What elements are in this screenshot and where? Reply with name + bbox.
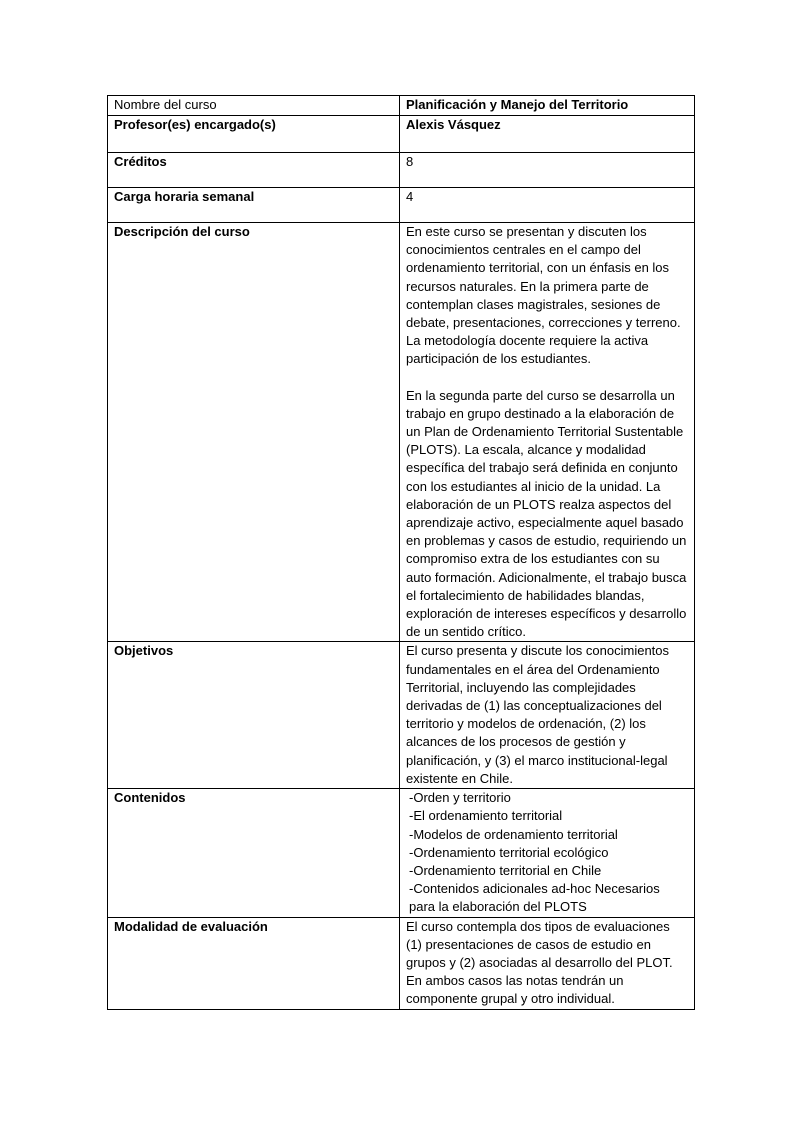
row-contenidos <box>108 789 695 917</box>
row-nombre <box>108 96 695 116</box>
row-carga <box>108 188 695 223</box>
value-objetivos: El curso presenta y discute los conocimientos fundamentales en el área del Ordenamiento Territorial, incluyendo las complejidades derivadas de (1) las conceptualizaciones del territorio y modelos de ordenación, (2) los alcances de los procesos de gestión y planificación, y (3) el marco institucional-legal existente en Chile. <box>400 642 695 789</box>
label-carga: Carga horaria semanal <box>108 188 400 223</box>
row-objetivos <box>108 642 695 789</box>
value-contenidos <box>400 789 695 917</box>
label-objetivos: Objetivos <box>108 642 400 789</box>
list-item: -El ordenamiento territorial <box>409 808 563 824</box>
list-item: -Modelos de ordenamiento territorial <box>409 826 618 842</box>
value-evaluacion: El curso contempla dos tipos de evaluaciones (1) presentaciones de casos de estudio en grupos y (2) asociadas al desarrollo del PLOT. En ambos casos las notas tendrán un componente grupal y otro individual. <box>400 917 695 1009</box>
list-item: -Orden y territorio <box>409 790 511 806</box>
row-evaluacion <box>108 917 695 1009</box>
list-item: -Ordenamiento territorial en Chile <box>409 862 602 878</box>
course-table <box>107 95 695 1010</box>
label-nombre: Nombre del curso <box>108 96 400 116</box>
label-creditos: Créditos <box>108 153 400 188</box>
value-carga: 4 <box>400 188 695 223</box>
row-descripcion <box>108 223 695 642</box>
label-profesor: Profesor(es) encargado(s) <box>108 116 400 153</box>
value-profesor: Alexis Vásquez <box>400 116 695 153</box>
descripcion-paragraph-2: En la segunda parte del curso se desarrolla un trabajo en grupo destinado a la elaboración de un Plan de Ordenamiento Territorial Sustentable (PLOTS). La escala, alcance y modalidad específica del trabajo será definida en conjunto con los estudiantes al inicio de la unidad. La elaboración de un PLOTS realza aspectos del aprendizaje activo, especialmente aquel basado en problemas y casos de estudio, requiriendo un compromiso extra de los estudiantes con su auto formación. Adicionalmente, el trabajo busca el fortalecimiento de habilidades blandas, exploración de intereses específicos y desarrollo de un sentido crítico. <box>406 387 687 640</box>
contenidos-list <box>406 789 688 916</box>
list-item: -Ordenamiento territorial ecológico <box>409 844 609 860</box>
label-evaluacion: Modalidad de evaluación <box>108 917 400 1009</box>
row-creditos <box>108 153 695 188</box>
list-item: -Contenidos adicionales ad-hoc Necesarios para la elaboración del PLOTS <box>409 881 660 915</box>
descripcion-paragraph-1: En este curso se presentan y discuten los conocimientos centrales en el campo del ordenamiento territorial, con un énfasis en los recursos naturales. En la primera parte de contemplan clases magistrales, sesiones de debate, presentaciones, correcciones y terreno. La metodología docente requiere la activa participación de los estudiantes. <box>406 224 681 367</box>
label-contenidos: Contenidos <box>108 789 400 917</box>
value-creditos: 8 <box>400 153 695 188</box>
value-descripcion <box>400 223 695 642</box>
row-profesor <box>108 116 695 153</box>
value-nombre: Planificación y Manejo del Territorio <box>400 96 695 116</box>
label-descripcion: Descripción del curso <box>108 223 400 642</box>
